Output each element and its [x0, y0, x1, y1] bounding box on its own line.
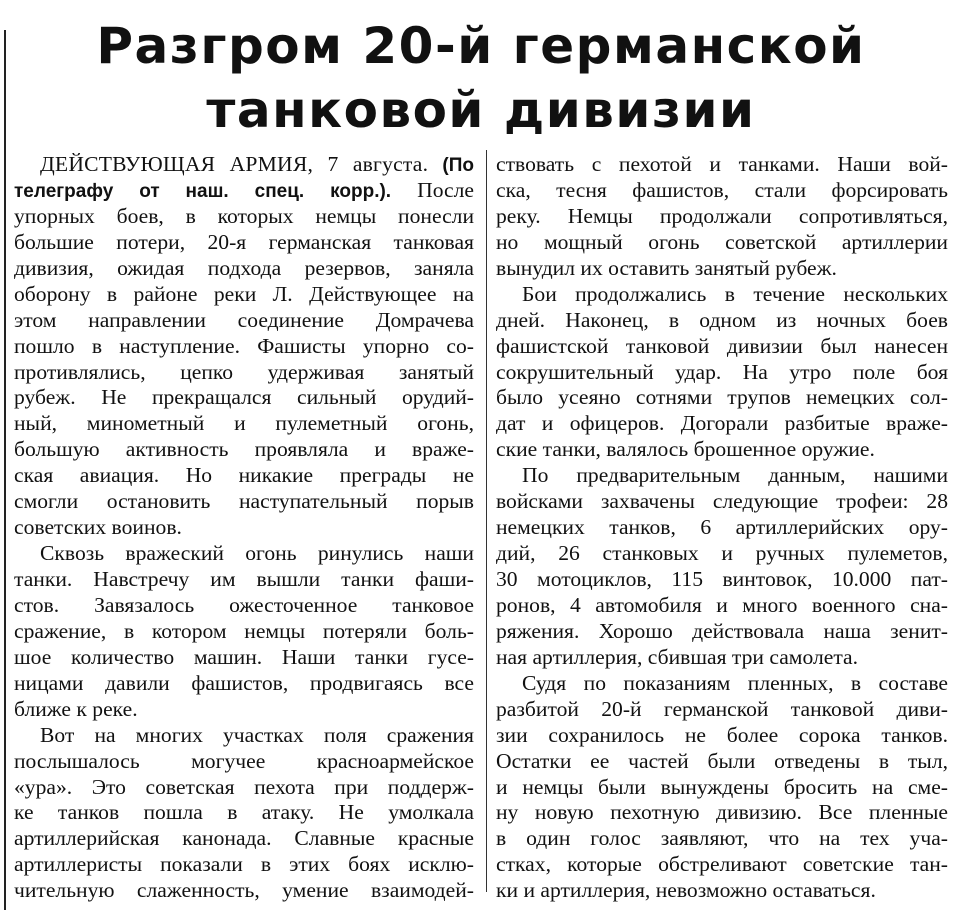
- byline-open: (По: [442, 155, 474, 176]
- column-line: Вот на многих участках поля сражения: [40, 722, 474, 747]
- column-line: в один голос заявляют, что на тех уча-: [496, 826, 948, 851]
- column-line: 30 мотоциклов, 115 винтовок, 10.000 пат-: [496, 567, 948, 591]
- column-line: чительную слаженность, умение взаимодей-: [14, 878, 474, 903]
- column-line: ближе к реке.: [14, 696, 138, 721]
- column-divider: [486, 150, 487, 892]
- column-line: послышалось могучее красноармейское: [14, 748, 474, 773]
- headline-line-1: Разгром 20-й германской: [96, 17, 866, 75]
- column-line: сокрушительный удар. На утро поле боя: [496, 359, 948, 384]
- column-line: рубеж. Не прекращался сильный орудий-: [14, 385, 474, 410]
- column-line: артиллерийская канонада. Славные красные: [14, 826, 474, 851]
- column-line: стов. Завязалось ожесточенное танковое: [14, 592, 474, 617]
- column-line: дий, 26 станковых и ручных пулеметов,: [496, 541, 948, 566]
- column-line: и немцы были вынуждены бросить на сме-: [496, 774, 948, 799]
- column-line: большую активность проявляла и враже-: [14, 437, 474, 462]
- column-line: зии сохранилось не более сорока танков.: [496, 722, 948, 747]
- column-line: танки. Навстречу им вышли танки фаши-: [14, 567, 474, 591]
- column-line: артиллеристы показали в этих боях исклю-: [14, 852, 474, 877]
- column-line: пошло в наступление. Фашисты упорно со-: [14, 333, 474, 358]
- column-line: советских воинов.: [14, 515, 182, 540]
- left-border-rule: [4, 30, 6, 910]
- column-line: ницами давили фашистов, продвигаясь все: [14, 670, 474, 695]
- column-line: Сквозь вражеский огонь ринулись наши: [40, 541, 474, 566]
- column-line: большие потери, 20-я германская танковая: [14, 229, 474, 254]
- column-line: дат и офицеров. Догорали разбитые враже-: [496, 411, 948, 436]
- byline: телеграфу от наш. спец. корр.).: [14, 180, 392, 202]
- dateline: ДЕЙСТВУЮЩАЯ АРМИЯ, 7 августа.: [40, 152, 429, 176]
- dateline-line: [14, 152, 474, 178]
- column-line: После: [417, 177, 474, 202]
- column-line: реку. Немцы продолжали сопротивляться,: [496, 203, 948, 228]
- column-line: ная артиллерия, сбившая три самолета.: [496, 644, 859, 669]
- column-line: ный, минометный и пулеметный огонь,: [14, 411, 474, 436]
- headline-line-2: танковой дивизии: [206, 81, 756, 139]
- column-line: ронов, 4 автомобиля и много военного сна-: [496, 592, 948, 617]
- column-line: «ура». Это советская пехота при поддерж-: [14, 774, 474, 799]
- column-line: Остатки ее частей были отведены в тыл,: [496, 748, 948, 773]
- column-line: Бои продолжались в течение нескольких: [522, 281, 948, 306]
- column-line: шое количество машин. Наши танки гусе-: [14, 644, 474, 669]
- column-line: ряжения. Хорошо действовала наша зенит-: [496, 618, 948, 643]
- column-line: разбитой 20-й германской танковой диви-: [496, 696, 948, 721]
- column-line: вынудил их оставить занятый рубеж.: [496, 255, 837, 280]
- column-line: немецких танков, 6 артиллерийских ору-: [496, 515, 948, 540]
- column-line: ская авиация. Но никакие преграды не: [14, 463, 474, 488]
- article-headline: [0, 14, 962, 142]
- column-line: дивизия, ожидая подхода резервов, заняла: [14, 255, 474, 280]
- article-column-right: [496, 152, 948, 904]
- column-line: но мощный огонь советской артиллерии: [496, 229, 948, 254]
- column-line: этом направлении соединение Домрачева: [14, 307, 474, 332]
- column-line: дней. Наконец, в одном из ночных боев: [496, 307, 948, 332]
- byline-line: [14, 178, 474, 204]
- column-line: смогли остановить наступательный порыв: [14, 489, 474, 514]
- column-line: стках, которые обстреливают советские тан-: [496, 852, 948, 877]
- column-line: ска, тесня фашистов, стали форсировать: [496, 177, 948, 202]
- column-line: войсками захвачены следующие трофеи: 28: [496, 489, 948, 514]
- column-line: оборону в районе реки Л. Действующее на: [14, 281, 474, 306]
- column-line: сражение, в котором немцы потеряли боль-: [14, 618, 474, 643]
- column-line: ские танки, валялось брошенное оружие.: [496, 437, 875, 462]
- column-line: ки и артиллерия, невозможно оставаться.: [496, 878, 876, 903]
- column-line: По предварительным данным, нашими: [522, 463, 948, 488]
- column-line: Судя по показаниям пленных, в составе: [522, 670, 948, 695]
- column-line: противлялись, цепко удерживая занятый: [14, 359, 474, 384]
- column-line: ке танков пошла в атаку. Не умолкала: [14, 800, 474, 825]
- column-line: упорных боев, в которых немцы понесли: [14, 203, 474, 228]
- column-line: фашистской танковой дивизии был нанесен: [496, 333, 948, 358]
- column-line: ствовать с пехотой и танками. Наши вой-: [496, 152, 948, 176]
- article-column-left: [14, 152, 474, 904]
- column-line: было усеяно сотнями трупов немецких сол-: [496, 385, 948, 410]
- column-line: ну новую пехотную дивизию. Все пленные: [496, 800, 948, 825]
